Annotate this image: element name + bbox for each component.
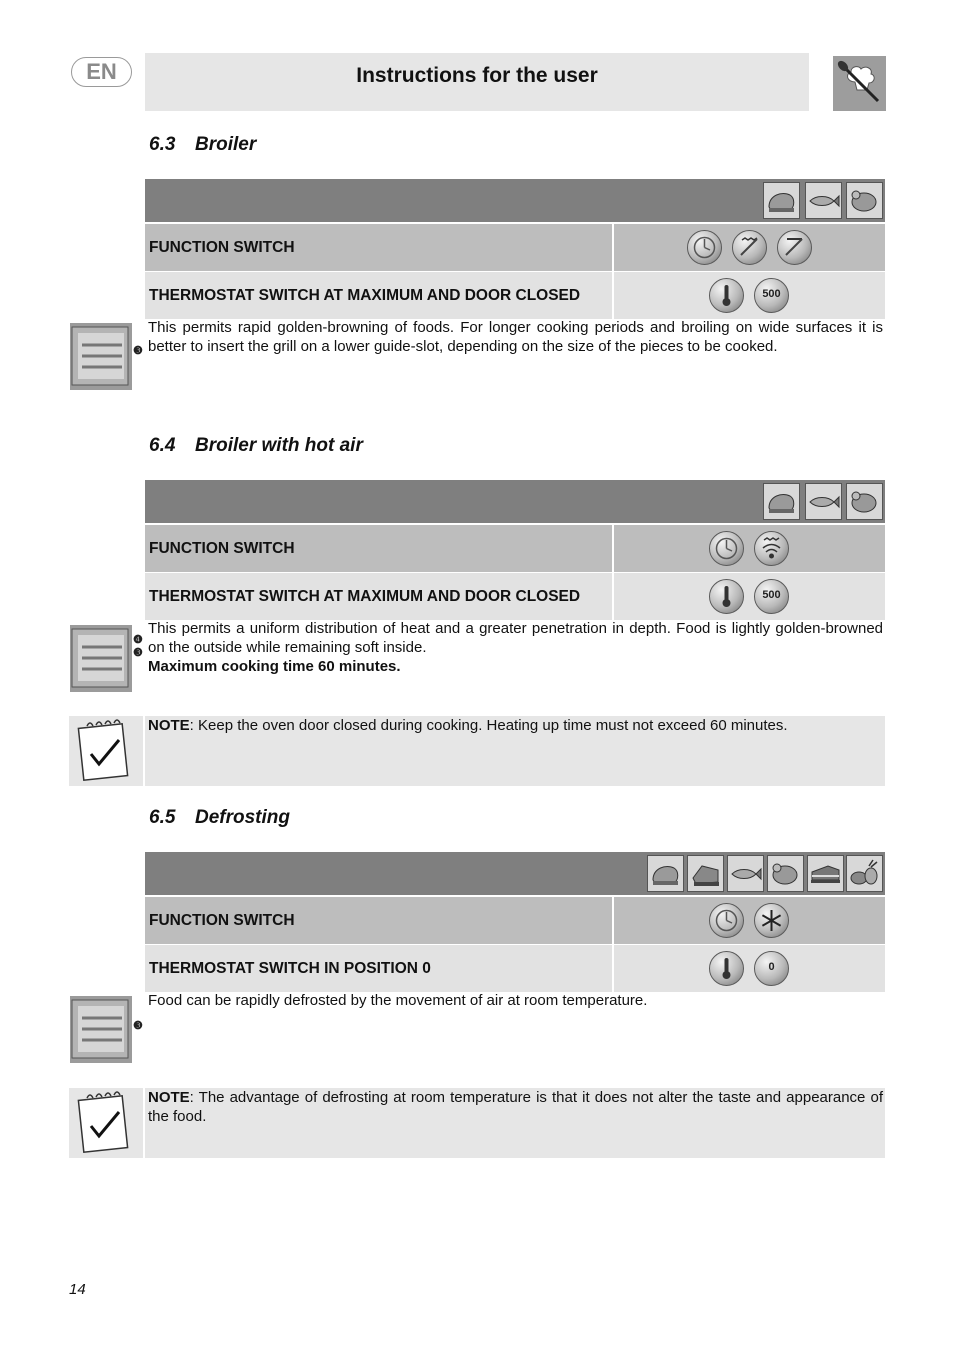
- note-body: : Keep the oven door closed during cooking. Heating up time must not exceed 60 minutes.: [189, 717, 788, 734]
- grill-fan-knob-icon: [754, 531, 789, 566]
- top-grill-knob-icon: [732, 230, 767, 265]
- thermometer-knob-icon: [709, 278, 744, 313]
- oven-shelf-icon: [70, 323, 132, 390]
- fish-icon: [805, 483, 842, 520]
- cake-icon: [807, 855, 844, 892]
- row-label: FUNCTION SWITCH: [145, 525, 612, 572]
- knob-cell: [614, 224, 885, 271]
- food-icons-bar: [145, 852, 885, 895]
- section-number: 6.3: [149, 134, 176, 155]
- thermostat-row: [145, 573, 885, 620]
- description-text: [148, 619, 883, 676]
- function-switch-row: [145, 897, 885, 944]
- knob-cell: [614, 897, 885, 944]
- header-bar: [145, 53, 809, 111]
- roast-meat-icon: [763, 182, 800, 219]
- timer-knob-icon: [709, 531, 744, 566]
- page-title: Instructions for the user: [356, 64, 598, 87]
- chicken-icon: [846, 182, 883, 219]
- timer-knob-icon: [709, 903, 744, 938]
- thermometer-knob-icon: [709, 951, 744, 986]
- row-label: FUNCTION SWITCH: [145, 224, 612, 271]
- chef-hat-spoon-icon: [833, 56, 886, 111]
- section-number: 6.4: [149, 435, 176, 456]
- vegetables-icon: [846, 855, 883, 892]
- function-switch-row: [145, 525, 885, 572]
- section-title: Broiler with hot air: [195, 435, 363, 456]
- knob-cell: [614, 272, 885, 319]
- food-icons-bar: [145, 179, 885, 222]
- chicken-icon: [767, 855, 804, 892]
- oven-shelf-icon: [70, 625, 132, 692]
- temperature-500-knob: 500: [754, 579, 789, 614]
- note-label: NOTE: [148, 717, 190, 734]
- roast-meat-icon: [763, 483, 800, 520]
- section-heading-broiler-hot-air: [149, 435, 363, 457]
- row-label: THERMOSTAT SWITCH AT MAXIMUM AND DOOR CLOSED: [145, 272, 612, 319]
- chicken-icon: [846, 483, 883, 520]
- food-icons-bar: [145, 480, 885, 523]
- notepad-check-icon: [69, 716, 145, 786]
- page-number: 14: [69, 1281, 86, 1298]
- fish-icon: [805, 182, 842, 219]
- shelf-level-marker: ❸: [133, 647, 143, 659]
- note-text: [148, 1088, 883, 1126]
- notepad-check-icon: [69, 1088, 145, 1158]
- full-grill-knob-icon: [777, 230, 812, 265]
- shelf-level-marker: ❸: [133, 345, 143, 357]
- temperature-zero-knob: 0: [754, 951, 789, 986]
- language-badge: EN: [71, 57, 132, 87]
- shelf-level-marker: ❸: [133, 1020, 143, 1032]
- description-text: This permits rapid golden-browning of foods. For longer cooking periods and broiling on wide surfaces it is better to insert the grill on a lower guide-slot, depending on the size of the pieces to be cooked.: [148, 319, 883, 355]
- timer-knob-icon: [687, 230, 722, 265]
- note-label: NOTE: [148, 1089, 190, 1106]
- note-box: [69, 716, 885, 786]
- note-body: : The advantage of defrosting at room temperature is that it does not alter the taste and appearance of the food.: [148, 1089, 883, 1125]
- row-label: THERMOSTAT SWITCH IN POSITION 0: [145, 945, 612, 992]
- description-body: This permits a uniform distribution of heat and a greater penetration in depth. Food is lightly golden-browned on the outside while remaining soft inside.: [148, 620, 883, 656]
- thermostat-row: [145, 945, 885, 992]
- knob-cell: [614, 525, 885, 572]
- knob-cell: [614, 573, 885, 620]
- oven-shelf-icon: [70, 996, 132, 1063]
- bread-icon: [687, 855, 724, 892]
- max-cooking-time: Maximum cooking time 60 minutes.: [148, 658, 401, 675]
- roast-meat-icon: [647, 855, 684, 892]
- knob-cell: [614, 945, 885, 992]
- section-title: Defrosting: [195, 807, 290, 828]
- function-switch-row: [145, 224, 885, 271]
- section-number: 6.5: [149, 807, 176, 828]
- row-label: THERMOSTAT SWITCH AT MAXIMUM AND DOOR CLOSED: [145, 573, 612, 620]
- shelf-level-marker: ❹: [133, 634, 143, 646]
- thermometer-knob-icon: [709, 579, 744, 614]
- section-heading-defrosting: [149, 807, 290, 829]
- note-box: [69, 1088, 885, 1158]
- temperature-500-knob: 500: [754, 278, 789, 313]
- note-text: [148, 716, 883, 735]
- description-text: Food can be rapidly defrosted by the movement of air at room temperature.: [148, 992, 648, 1009]
- fish-icon: [727, 855, 764, 892]
- snowflake-knob-icon: [754, 903, 789, 938]
- row-label: FUNCTION SWITCH: [145, 897, 612, 944]
- thermostat-row: [145, 272, 885, 319]
- section-heading-broiler: [149, 134, 256, 156]
- section-title: Broiler: [195, 134, 257, 155]
